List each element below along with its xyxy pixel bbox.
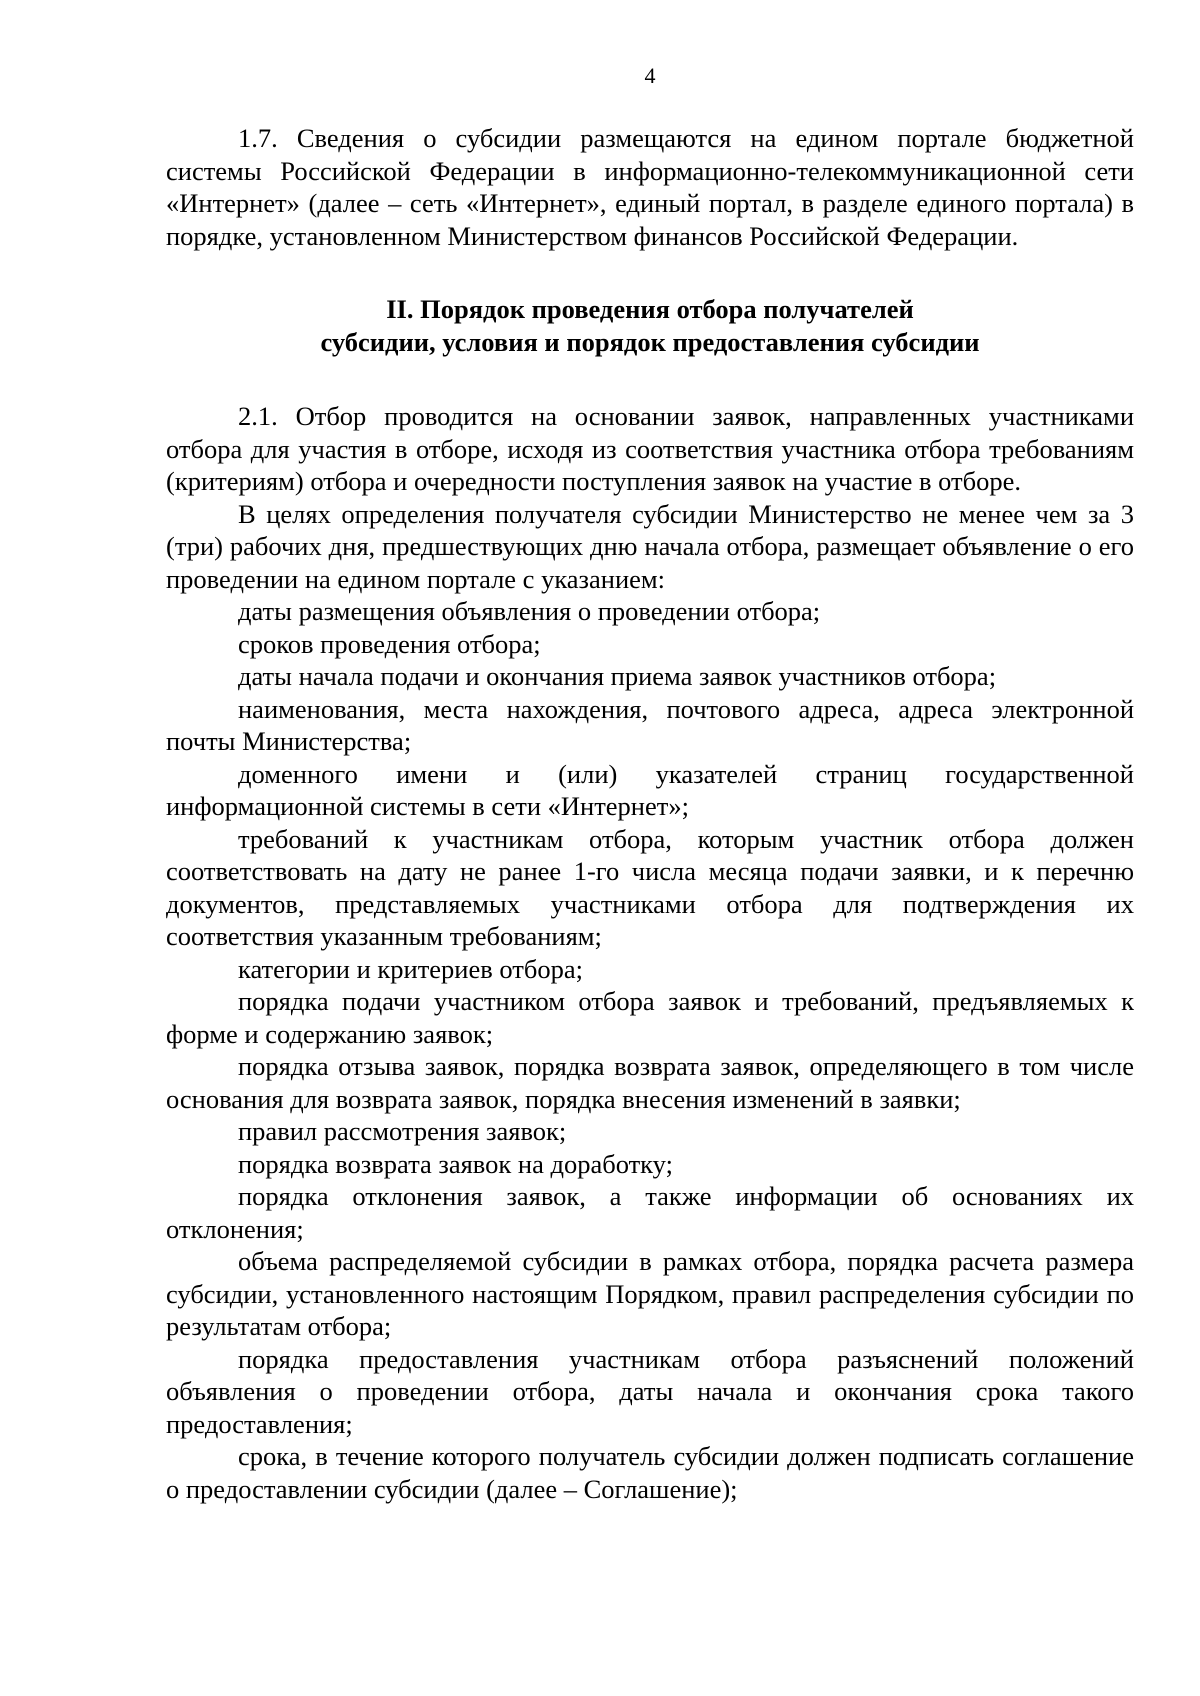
section-heading-line-1: II. Порядок проведения отбора получателей bbox=[386, 294, 914, 324]
list-item: требований к участникам отбора, которым участник отбора должен соответствовать на дату не ранее 1-го числа месяца подачи заявки, и к перечню документов, представляемых участниками отбора для подтверждения их соответствия указанным требованиям; bbox=[166, 823, 1134, 951]
list-item: объема распределяемой субсидии в рамках отбора, порядка расчета размера субсидии, установленного настоящим Порядком, правил распределения субсидии по результатам отбора; bbox=[166, 1246, 1134, 1341]
list-item: порядка подачи участником отбора заявок и требований, предъявляемых к форме и содержанию заявок; bbox=[166, 986, 1134, 1049]
list-item: доменного имени и (или) указателей страниц государственной информационной системы в сети «Интернет»; bbox=[166, 758, 1134, 821]
list-item: даты начала подачи и окончания приема заявок участников отбора; bbox=[238, 661, 997, 691]
list-item: порядка отклонения заявок, а также информации об основаниях их отклонения; bbox=[166, 1181, 1134, 1244]
list-item: порядка возврата заявок на доработку; bbox=[238, 1148, 673, 1179]
list-item: даты размещения объявления о проведении отбора; bbox=[238, 596, 821, 626]
list-item: категории и критериев отбора; bbox=[238, 953, 583, 984]
list-item: порядка предоставления участникам отбора разъяснений положений объявления о проведении отбора, даты начала и окончания срока такого предоставления; bbox=[166, 1343, 1134, 1439]
list-item: наименования, места нахождения, почтового адреса, адреса электронной почты Министерства; bbox=[166, 693, 1134, 756]
section-heading bbox=[166, 293, 1134, 358]
list-item: сроков проведения отбора; bbox=[238, 628, 541, 659]
paragraph-2-1: 2.1. Отбор проводится на основании заявок, направленных участниками отбора для участия в отборе, исходя из соответствия участника отбора требованиям (критериям) отбора и очередности поступления заявок на участие в отборе. bbox=[166, 401, 1134, 496]
list-item: порядка отзыва заявок, порядка возврата заявок, определяющего в том числе основания для возврата заявок, порядка внесения изменений в заявки; bbox=[166, 1051, 1134, 1114]
document-body bbox=[166, 122, 1134, 1505]
section-heading-line-2: субсидии, условия и порядок предоставления субсидии bbox=[320, 326, 980, 357]
page-number: 4 bbox=[644, 63, 656, 88]
paragraph-announcement-intro: В целях определения получателя субсидии Министерство не менее чем за 3 (три) рабочих дня, предшествующих дню начала отбора, размещает объявление о его проведении на едином портале с указанием: bbox=[166, 498, 1134, 594]
list-item: правил рассмотрения заявок; bbox=[238, 1116, 567, 1146]
paragraph-1-7: 1.7. Сведения о субсидии размещаются на едином портале бюджетной системы Российской Федерации в информационно-телекоммуникационной сети «Интернет» (далее – сеть «Интернет», единый портал, в разделе единого портала) в порядке, установленном Министерством финансов Российской Федерации. bbox=[166, 123, 1134, 251]
list-item: срока, в течение которого получатель субсидии должен подписать соглашение о предоставлении субсидии (далее – Соглашение); bbox=[166, 1441, 1134, 1504]
